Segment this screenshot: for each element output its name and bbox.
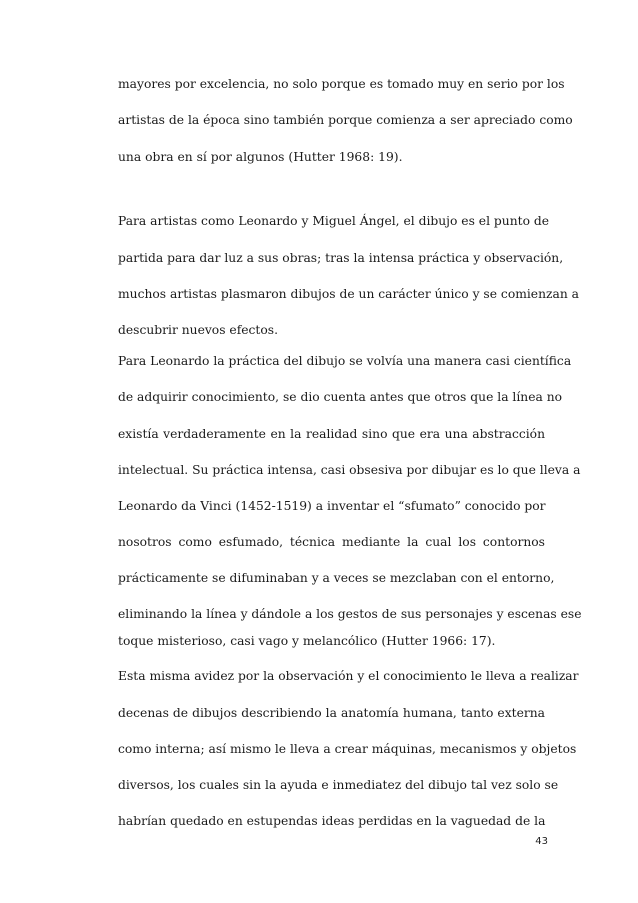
- text-line: toque misterioso, casi vago y melancólico (Hutter 1966: 17).: [118, 634, 496, 648]
- text-line: habrían quedado en estupendas ideas perdidas en la vaguedad de la: [118, 814, 546, 828]
- text-line: prácticamente se difuminaban y a veces se mezclaban con el entorno,: [118, 571, 555, 585]
- text-line: muchos artistas plasmaron dibujos de un carácter único y se comienzan a: [118, 287, 579, 301]
- text-line: descubrir nuevos efectos.: [118, 323, 278, 337]
- text-line: Para artistas como Leonardo y Miguel Ángel, el dibujo es el punto de: [118, 214, 550, 228]
- text-line: artistas de la época sino también porque comienza a ser apreciado como: [118, 113, 573, 127]
- text-line: eliminando la línea y dándole a los gestos de sus personajes y escenas ese: [118, 607, 582, 621]
- text-line: intelectual. Su práctica intensa, casi obsesiva por dibujar es lo que lleva a: [118, 463, 581, 477]
- text-line: como interna; así mismo le lleva a crear máquinas, mecanismos y objetos: [118, 742, 577, 756]
- page-number: 43: [535, 836, 548, 847]
- text-line: diversos, los cuales sin la ayuda e inmediatez del dibujo tal vez solo se: [118, 778, 559, 792]
- text-line: decenas de dibujos describiendo la anatomía humana, tanto externa: [118, 706, 545, 720]
- text-line: Para Leonardo la práctica del dibujo se volvía una manera casi científica: [118, 354, 572, 368]
- text-line: existía verdaderamente en la realidad sino que era una abstracción: [118, 427, 545, 441]
- text-line: Leonardo da Vinci (1452-1519) a inventar el “sfumato” conocido por: [118, 499, 546, 513]
- text-line: una obra en sí por algunos (Hutter 1968: 19).: [118, 150, 403, 164]
- text-line: partida para dar luz a sus obras; tras la intensa práctica y observación,: [118, 251, 564, 265]
- text-line: Esta misma avidez por la observación y el conocimiento le lleva a realizar: [118, 669, 579, 683]
- text-line: mayores por excelencia, no solo porque es tomado muy en serio por los: [118, 77, 565, 91]
- text-line: nosotros como esfumado, técnica mediante la cual los contornos: [118, 535, 545, 549]
- text-line: de adquirir conocimiento, se dio cuenta antes que otros que la línea no: [118, 390, 563, 404]
